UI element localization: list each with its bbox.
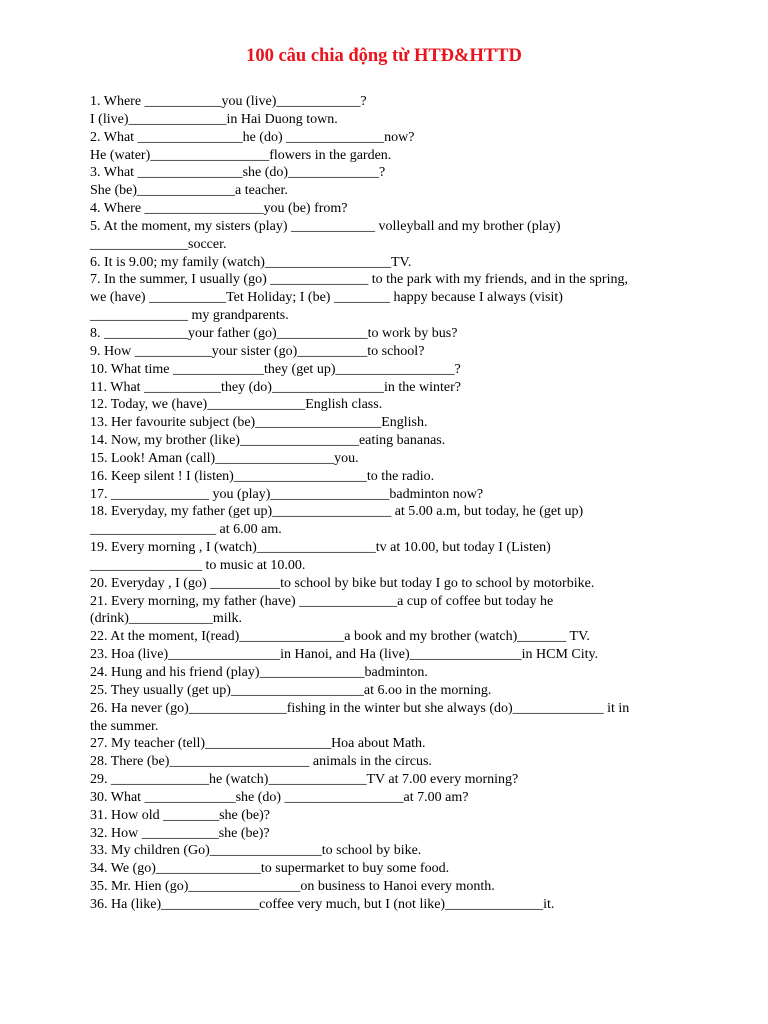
exercise-line: 8. ____________your father (go)_____________to work by bus? (90, 325, 458, 341)
exercise-line: 2. What _______________he (do) ______________now? (90, 129, 415, 145)
exercise-line: 15. Look! Aman (call)_________________you. (90, 450, 359, 466)
exercise-line: 21. Every morning, my father (have) ______________a cup of coffee but today he (90, 593, 554, 609)
exercise-line: 24. Hung and his friend (play)_______________badminton. (90, 665, 428, 680)
exercise-line: 20. Everyday , I (go) __________to school by bike but today I go to school by motorbike. (90, 575, 595, 591)
exercise-line: we (have) ___________Tet Holiday; I (be) ________ happy because I always (visit) (90, 290, 563, 306)
exercise-line: 18. Everyday, my father (get up)_________________ at 5.00 a.m, but today, he (get up) (90, 504, 584, 520)
exercise-line: 9. How ___________your sister (go)__________to school? (90, 343, 425, 359)
exercise-line: 7. In the summer, I usually (go) ______________ to the park with my friends, and in the spring, (90, 272, 628, 288)
exercise-line: __________________ at 6.00 am. (90, 522, 282, 538)
exercise-line: 22. At the moment, I(read)_______________a book and my brother (watch)_______ TV. (90, 629, 590, 645)
exercise-line: 5. At the moment, my sisters (play) ____________ volleyball and my brother (play) (90, 218, 561, 234)
exercise-line: (drink)____________milk. (90, 611, 243, 627)
exercise-line: 10. What time _____________they (get up)_________________? (90, 361, 461, 377)
exercise-list (90, 93, 680, 914)
exercise-line: the summer. (90, 718, 159, 734)
exercise-line: 29. ______________he (watch)______________TV at 7.00 every morning? (90, 772, 519, 788)
exercise-line: 32. How ___________she (be)? (90, 825, 270, 841)
exercise-line: She (be)______________a teacher. (90, 183, 288, 199)
exercise-line: 26. Ha never (go)______________fishing in the winter but she always (do)_____________ it in (90, 700, 630, 716)
exercise-line: ________________ to music at 10.00. (90, 557, 306, 573)
document-title: 100 câu chia động từ HTĐ&HTTD (246, 46, 522, 66)
exercise-line: 3. What _______________she (do)_____________? (90, 165, 386, 181)
exercise-line: I (live)______________in Hai Duong town. (90, 111, 338, 127)
exercise-line: 13. Her favourite subject (be)__________________English. (90, 415, 428, 431)
exercise-line: 16. Keep silent ! I (listen)___________________to the radio. (90, 468, 435, 484)
exercise-line: 35. Mr. Hien (go)________________on business to Hanoi every month. (90, 879, 495, 895)
exercise-line: 11. What ___________they (do)________________in the winter? (90, 379, 461, 395)
exercise-line: 17. ______________ you (play)_________________badminton now? (90, 486, 484, 502)
exercise-line: ______________ my grandparents. (90, 308, 289, 324)
exercise-line: 28. There (be)____________________ animals in the circus. (90, 754, 432, 770)
exercise-line: 31. How old ________she (be)? (90, 807, 271, 823)
exercise-line: 34. We (go)_______________to supermarket to buy some food. (90, 861, 450, 877)
exercise-line: 27. My teacher (tell)__________________Hoa about Math. (90, 736, 426, 752)
exercise-line: 19. Every morning , I (watch)_________________tv at 10.00, but today I (Listen) (90, 540, 551, 556)
exercise-line: 1. Where ___________you (live)____________? (90, 94, 367, 109)
exercise-line: 6. It is 9.00; my family (watch)__________________TV. (90, 254, 412, 270)
exercise-line: 12. Today, we (have)______________English class. (90, 397, 383, 413)
exercise-line: 30. What _____________she (do) _________________at 7.00 am? (90, 789, 469, 805)
exercise-line: 33. My children (Go)________________to school by bike. (90, 843, 422, 859)
exercise-line: He (water)_________________flowers in the garden. (90, 147, 392, 163)
exercise-line: 14. Now, my brother (like)_________________eating bananas. (90, 433, 446, 449)
exercise-line: 23. Hoa (live)________________in Hanoi, and Ha (live)________________in HCM City. (90, 647, 599, 663)
exercise-line: 25. They usually (get up)___________________at 6.oo in the morning. (90, 682, 492, 698)
exercise-line: ______________soccer. (90, 236, 227, 252)
exercise-line: 4. Where _________________you (be) from? (90, 201, 348, 217)
exercise-line: 36. Ha (like)______________coffee very much, but I (not like)______________it. (90, 896, 555, 912)
